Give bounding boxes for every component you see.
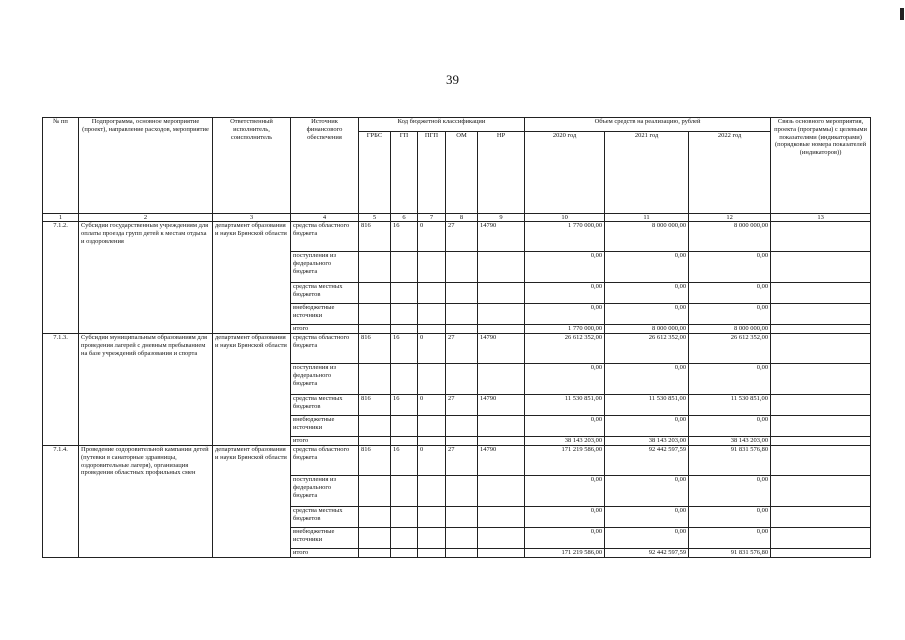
code-pgp — [418, 476, 446, 507]
code-pgp — [418, 252, 446, 283]
code-om — [446, 416, 478, 437]
code-grbs — [359, 364, 391, 395]
column-number: 1 — [43, 214, 79, 222]
column-number: 3 — [213, 214, 291, 222]
source-label: средства местных бюджетов — [291, 283, 359, 304]
code-gp — [391, 476, 418, 507]
measure-number: 7.1.4. — [43, 446, 79, 558]
code-om — [446, 283, 478, 304]
amount-2020: 1 770 000,00 — [525, 222, 605, 252]
measure-name: Проведение оздоровительной кампании детей (путевки в санаторные здравницы, оздоровительные лагеря), организация проведения областных профильных смен — [79, 446, 213, 558]
code-gp — [391, 283, 418, 304]
indicator-link — [771, 325, 871, 334]
indicator-link — [771, 507, 871, 528]
amount-2022: 0,00 — [689, 528, 771, 549]
column-numbers-row — [43, 214, 871, 222]
code-nr — [478, 252, 525, 283]
total-label: итого — [291, 325, 359, 334]
code-grbs: 816 — [359, 395, 391, 416]
code-om — [446, 364, 478, 395]
code-grbs: 816 — [359, 222, 391, 252]
header-gp: ГП — [391, 132, 418, 214]
indicator-link — [771, 549, 871, 558]
column-number: 5 — [359, 214, 391, 222]
page-number: 39 — [446, 72, 459, 87]
budget-table — [42, 117, 871, 558]
source-label: внебюджетные источники — [291, 416, 359, 437]
code-nr — [478, 283, 525, 304]
total-2021: 8 000 000,00 — [605, 325, 689, 334]
code-pgp — [418, 507, 446, 528]
code-nr — [478, 507, 525, 528]
source-label: поступления из федерального бюджета — [291, 476, 359, 507]
code-om — [446, 528, 478, 549]
code-om: 27 — [446, 446, 478, 476]
code-grbs — [359, 528, 391, 549]
total-2022: 91 831 576,80 — [689, 549, 771, 558]
code-gp: 16 — [391, 334, 418, 364]
indicator-link — [771, 476, 871, 507]
code-om: 27 — [446, 395, 478, 416]
measure-responsible: департамент образования и науки Брянской области — [213, 334, 291, 446]
header-pgp: ПГП — [418, 132, 446, 214]
code-nr — [478, 304, 525, 325]
code-nr — [478, 416, 525, 437]
amount-2020: 0,00 — [525, 283, 605, 304]
amount-2021: 0,00 — [605, 364, 689, 395]
indicator-link — [771, 437, 871, 446]
total-label: итого — [291, 437, 359, 446]
amount-2020: 11 530 851,00 — [525, 395, 605, 416]
column-number: 10 — [525, 214, 605, 222]
column-number: 6 — [391, 214, 418, 222]
indicator-link — [771, 222, 871, 252]
measure-responsible: департамент образования и науки Брянской области — [213, 222, 291, 334]
amount-2020: 26 612 352,00 — [525, 334, 605, 364]
column-number: 4 — [291, 214, 359, 222]
amount-2021: 0,00 — [605, 416, 689, 437]
code-nr: 14790 — [478, 222, 525, 252]
code-pgp — [418, 364, 446, 395]
amount-2022: 0,00 — [689, 252, 771, 283]
total-2020: 1 770 000,00 — [525, 325, 605, 334]
measure-number: 7.1.2. — [43, 222, 79, 334]
amount-2020: 0,00 — [525, 304, 605, 325]
amount-2022: 0,00 — [689, 416, 771, 437]
code-pgp: 0 — [418, 222, 446, 252]
source-label: средства областного бюджета — [291, 334, 359, 364]
indicator-link — [771, 334, 871, 364]
table-header — [43, 118, 871, 222]
amount-2021: 8 000 000,00 — [605, 222, 689, 252]
amount-2022: 91 831 576,80 — [689, 446, 771, 476]
code-gp — [391, 252, 418, 283]
code-nr — [478, 476, 525, 507]
code-gp — [391, 364, 418, 395]
header-responsible: Ответственный исполнитель, соисполнитель — [213, 118, 291, 214]
measure-name: Субсидии государственным учреждениям для оплаты проезда групп детей к местам отдыха и оздоровления — [79, 222, 213, 334]
source-row — [43, 446, 871, 476]
header-nr: НР — [478, 132, 525, 214]
code-pgp — [418, 528, 446, 549]
total-2020: 171 219 586,00 — [525, 549, 605, 558]
code-pgp: 0 — [418, 395, 446, 416]
measure-group — [43, 446, 871, 558]
indicator-link — [771, 416, 871, 437]
code-om: 27 — [446, 222, 478, 252]
indicator-link — [771, 304, 871, 325]
code-grbs — [359, 416, 391, 437]
total-2020: 38 143 203,00 — [525, 437, 605, 446]
code-om — [446, 252, 478, 283]
amount-2022: 0,00 — [689, 476, 771, 507]
amount-2021: 0,00 — [605, 304, 689, 325]
total-2021: 38 143 203,00 — [605, 437, 689, 446]
code-om: 27 — [446, 334, 478, 364]
code-gp: 16 — [391, 395, 418, 416]
code-gp — [391, 416, 418, 437]
code-pgp — [418, 304, 446, 325]
measure-name: Субсидии муниципальным образованиям для проведения лагерей с дневным пребыванием на базе учреждений образования и спорта — [79, 334, 213, 446]
code-om — [446, 507, 478, 528]
code-gp — [391, 528, 418, 549]
code-grbs: 816 — [359, 446, 391, 476]
code-nr: 14790 — [478, 395, 525, 416]
total-2021: 92 442 597,59 — [605, 549, 689, 558]
code-gp — [391, 507, 418, 528]
amount-2022: 0,00 — [689, 507, 771, 528]
column-number: 7 — [418, 214, 446, 222]
measure-number: 7.1.3. — [43, 334, 79, 446]
code-pgp — [418, 416, 446, 437]
code-grbs: 816 — [359, 334, 391, 364]
column-number: 9 — [478, 214, 525, 222]
code-nr — [478, 528, 525, 549]
header-no: № пп — [43, 118, 79, 214]
amount-2020: 0,00 — [525, 364, 605, 395]
header-volume: Объем средств на реализацию, рублей — [525, 118, 771, 132]
column-number: 12 — [689, 214, 771, 222]
amount-2021: 0,00 — [605, 283, 689, 304]
code-grbs — [359, 507, 391, 528]
source-label: средства местных бюджетов — [291, 395, 359, 416]
amount-2020: 0,00 — [525, 507, 605, 528]
amount-2021: 0,00 — [605, 476, 689, 507]
header-om: ОМ — [446, 132, 478, 214]
amount-2020: 171 219 586,00 — [525, 446, 605, 476]
code-nr: 14790 — [478, 334, 525, 364]
column-number: 13 — [771, 214, 871, 222]
source-label: внебюджетные источники — [291, 304, 359, 325]
code-om — [446, 476, 478, 507]
amount-2020: 0,00 — [525, 252, 605, 283]
source-label: поступления из федерального бюджета — [291, 364, 359, 395]
code-pgp: 0 — [418, 446, 446, 476]
amount-2020: 0,00 — [525, 476, 605, 507]
source-label: поступления из федерального бюджета — [291, 252, 359, 283]
total-label: итого — [291, 549, 359, 558]
code-nr: 14790 — [478, 446, 525, 476]
code-pgp: 0 — [418, 334, 446, 364]
indicator-link — [771, 395, 871, 416]
code-gp: 16 — [391, 446, 418, 476]
header-subprogram: Подпрограмма, основное мероприятие (проект), направление расходов, мероприятие — [79, 118, 213, 214]
amount-2021: 0,00 — [605, 507, 689, 528]
amount-2021: 0,00 — [605, 252, 689, 283]
source-label: внебюджетные источники — [291, 528, 359, 549]
amount-2020: 0,00 — [525, 528, 605, 549]
indicator-link — [771, 364, 871, 395]
header-grbs: ГРБС — [359, 132, 391, 214]
column-number: 2 — [79, 214, 213, 222]
header-2020: 2020 год — [525, 132, 605, 214]
code-pgp — [418, 283, 446, 304]
header-link: Связь основного мероприятия, проекта (программы) с целевыми показателями (индикаторами) (порядковые номера показателей (индикаторов)) — [771, 118, 871, 214]
source-row — [43, 222, 871, 252]
code-nr — [478, 364, 525, 395]
amount-2022: 0,00 — [689, 304, 771, 325]
total-2022: 8 000 000,00 — [689, 325, 771, 334]
amount-2021: 0,00 — [605, 528, 689, 549]
source-label: средства областного бюджета — [291, 446, 359, 476]
indicator-link — [771, 252, 871, 283]
column-number: 8 — [446, 214, 478, 222]
code-gp — [391, 304, 418, 325]
header-2021: 2021 год — [605, 132, 689, 214]
indicator-link — [771, 528, 871, 549]
source-label: средства местных бюджетов — [291, 507, 359, 528]
indicator-link — [771, 283, 871, 304]
amount-2022: 26 612 352,00 — [689, 334, 771, 364]
column-number: 11 — [605, 214, 689, 222]
source-label: средства областного бюджета — [291, 222, 359, 252]
amount-2022: 0,00 — [689, 364, 771, 395]
amount-2020: 0,00 — [525, 416, 605, 437]
source-row — [43, 334, 871, 364]
code-grbs — [359, 283, 391, 304]
amount-2021: 92 442 597,59 — [605, 446, 689, 476]
code-grbs — [359, 476, 391, 507]
code-grbs — [359, 252, 391, 283]
amount-2022: 11 530 851,00 — [689, 395, 771, 416]
amount-2021: 26 612 352,00 — [605, 334, 689, 364]
measure-group — [43, 334, 871, 446]
header-budget-code: Код бюджетной классификации — [359, 118, 525, 132]
header-2022: 2022 год — [689, 132, 771, 214]
measure-group — [43, 222, 871, 334]
indicator-link — [771, 446, 871, 476]
measure-responsible: департамент образования и науки Брянской области — [213, 446, 291, 558]
amount-2022: 0,00 — [689, 283, 771, 304]
header-source: Источник финансового обеспечения — [291, 118, 359, 214]
edge-mark — [900, 8, 904, 20]
code-gp: 16 — [391, 222, 418, 252]
total-2022: 38 143 203,00 — [689, 437, 771, 446]
code-grbs — [359, 304, 391, 325]
amount-2021: 11 530 851,00 — [605, 395, 689, 416]
code-om — [446, 304, 478, 325]
amount-2022: 8 000 000,00 — [689, 222, 771, 252]
